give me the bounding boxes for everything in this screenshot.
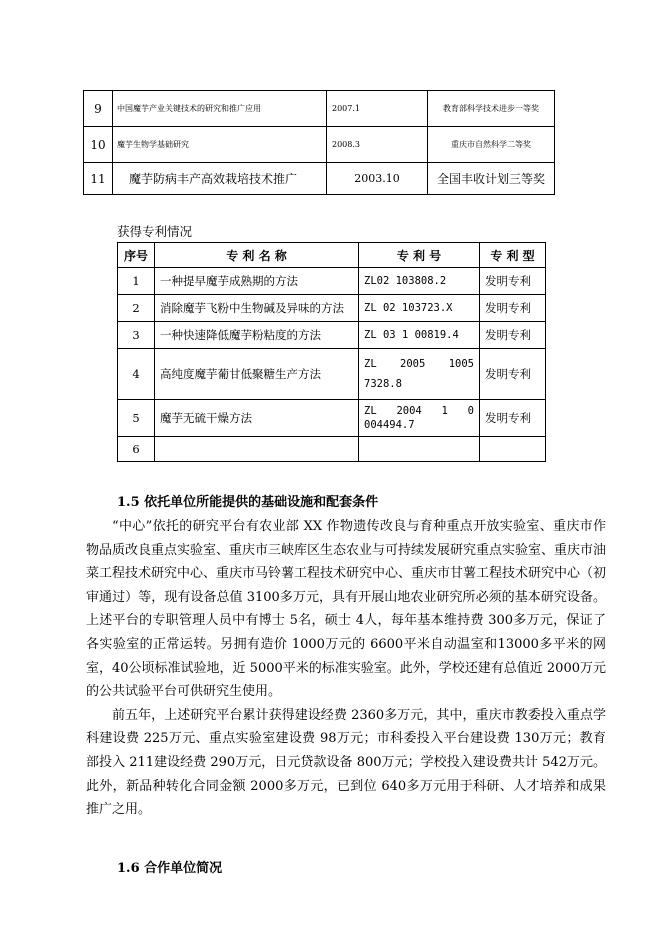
- table-row: [118, 400, 546, 437]
- patents-caption: 获得专利情况: [117, 224, 193, 239]
- section-heading-1-6: 1.6 合作单位简况: [117, 861, 223, 876]
- table-row: [118, 268, 546, 295]
- award-no: 10: [84, 127, 113, 163]
- table-row: [118, 349, 546, 400]
- patent-type: 发明专利: [480, 400, 546, 437]
- patents-table: [117, 242, 546, 462]
- section-1-5-body: [86, 515, 606, 822]
- header-name: 专 利 名 称: [155, 243, 359, 268]
- header-type: 专 利 型: [480, 243, 546, 268]
- patent-no: 4: [118, 349, 155, 400]
- award-no: 9: [84, 91, 113, 127]
- paragraph: “中心”依托的研究平台有农业部 XX 作物遗传改良与育种重点开放实验室、重庆市作物品质改良重点实验室、重庆市三峡库区生态农业与可持续发展研究重点实验室、重庆市油菜工程技术研究中心、重庆市马铃薯工程技术研究中心、重庆市甘薯工程技术研究中心（初审通过）等，现有设备总值 3100多万元，具有开展山地农业研究所必须的基本研究设备。上述平台的专职管理人员中有博士 5名，硕士 4人，每年基本维持费 300多万元，保证了各实验室的正常运转。另拥有造价 1000万元的 6600平米自动温室和13000多平米的网室，40公顷标准试验地，近 5000平米的标准实验室。此外，学校还建有总值近 2000万元的公共试验平台可供研究生使用。: [86, 519, 607, 700]
- award-level: 教育部科学技术进步一等奖: [428, 91, 555, 127]
- patent-number: [359, 349, 480, 400]
- patent-no: 1: [118, 268, 155, 295]
- award-no: 11: [84, 163, 113, 195]
- table-row: [118, 295, 546, 322]
- award-project-name: 魔芋防病丰产高效栽培技术推广: [113, 163, 327, 195]
- patent-name: 魔芋无硫干燥方法: [155, 400, 359, 437]
- patent-type: 发明专利: [480, 322, 546, 349]
- header-number: 专 利 号: [359, 243, 480, 268]
- header-no: 序号: [118, 243, 155, 268]
- table-row: [118, 437, 546, 462]
- award-project-name: 中国魔芋产业关键技术的研究和推广应用: [113, 91, 327, 127]
- table-row: [84, 163, 555, 195]
- patent-number: [359, 437, 480, 462]
- patent-number-line1: ZL 2004 1 0: [364, 405, 474, 417]
- table-header-row: [118, 243, 546, 268]
- award-project-name: 魔芋生物学基础研究: [113, 127, 327, 163]
- patent-type: 发明专利: [480, 268, 546, 295]
- paragraph: 前五年，上述研究平台累计获得建设经费 2360多万元，其中，重庆市教委投入重点学科建设费 225万元、重点实验室建设费 98万元；市科委投入平台建设费 130万元；教育部投入 211建设经费 290万元，日元贷款设备 800万元；学校投入建设费共计 542万元。此外，新品种转化合同金额 2000多万元，已到位 640多万元用于科研、人才培养和成果推广之用。: [86, 707, 606, 818]
- patent-number: [359, 400, 480, 437]
- patent-number-line2: 004494.7: [364, 419, 415, 431]
- awards-table: [83, 90, 555, 195]
- award-date: 2003.10: [327, 163, 428, 195]
- patent-name: 消除魔芋飞粉中生物碱及异味的方法: [155, 295, 359, 322]
- section-heading-1-5: 1.5 依托单位所能提供的基础设施和配套条件: [117, 495, 379, 510]
- award-level: 全国丰收计划三等奖: [428, 163, 555, 195]
- patent-type: 发明专利: [480, 295, 546, 322]
- patent-number: ZL 03 1 00819.4: [359, 322, 480, 349]
- patent-type: 发明专利: [480, 349, 546, 400]
- patent-name: 高纯度魔芋葡甘低聚糖生产方法: [155, 349, 359, 400]
- patent-number: ZL02 103808.2: [359, 268, 480, 295]
- patent-number-line2: 7328.8: [364, 378, 402, 390]
- patent-name: 一种提早魔芋成熟期的方法: [155, 268, 359, 295]
- patent-number-line1: ZL 2005 1005: [364, 358, 474, 370]
- patent-name: [155, 437, 359, 462]
- patent-type: [480, 437, 546, 462]
- table-row: [118, 322, 546, 349]
- table-row: [84, 91, 555, 127]
- patent-no: 5: [118, 400, 155, 437]
- award-date: 2008.3: [327, 127, 428, 163]
- patent-name: 一种快速降低魔芋粉粘度的方法: [155, 322, 359, 349]
- award-level: 重庆市自然科学二等奖: [428, 127, 555, 163]
- patent-number: ZL 02 103723.X: [359, 295, 480, 322]
- table-row: [84, 127, 555, 163]
- patent-no: 6: [118, 437, 155, 462]
- patent-no: 2: [118, 295, 155, 322]
- award-date: 2007.1: [327, 91, 428, 127]
- patent-no: 3: [118, 322, 155, 349]
